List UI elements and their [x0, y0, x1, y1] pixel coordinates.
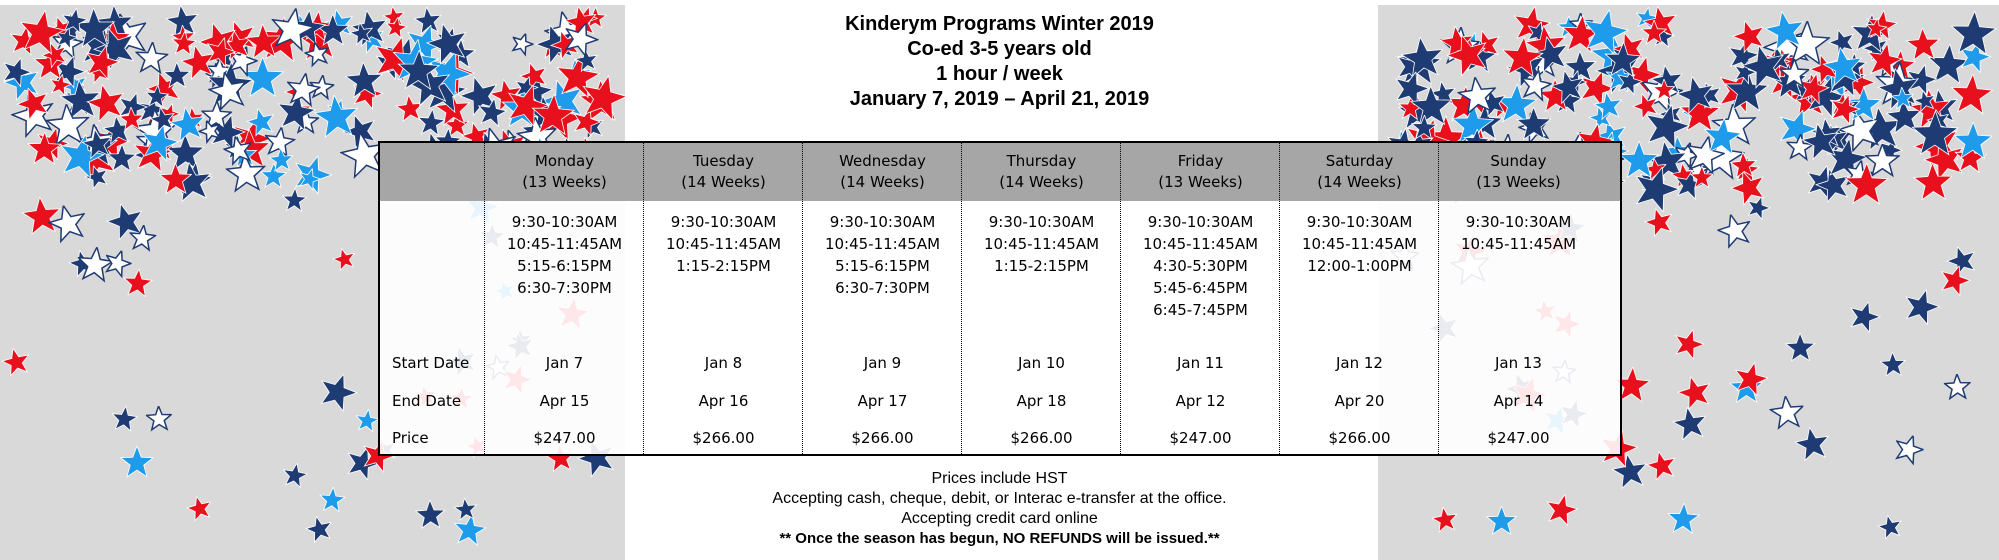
- time-slot: 9:30-10:30AM: [988, 213, 1095, 231]
- star-icon: [159, 163, 193, 197]
- program-age: Co-ed 3-5 years old: [907, 38, 1092, 60]
- price: $266.00: [851, 429, 914, 447]
- time-slot: 10:45-11:45AM: [665, 235, 782, 253]
- star-icon: [1879, 351, 1906, 378]
- day-name: Monday: [534, 152, 595, 170]
- start-date: Jan 10: [1018, 354, 1065, 372]
- price-label: Price: [392, 429, 429, 447]
- time-slot: 10:45-11:45AM: [1460, 235, 1577, 253]
- time-slot: 6:30-7:30PM: [517, 279, 612, 297]
- time-slot: 9:30-10:30AM: [1147, 213, 1254, 231]
- time-slot: 1:15-2:15PM: [994, 257, 1089, 275]
- time-slot: 10:45-11:45AM: [1142, 235, 1259, 253]
- star-icon: [1670, 405, 1710, 445]
- day-weeks: (13 Weeks): [1158, 173, 1243, 191]
- end-date: Apr 15: [539, 392, 590, 410]
- day-heading: [962, 151, 1121, 193]
- day-heading: [1121, 151, 1280, 193]
- start-date: Jan 12: [1336, 354, 1383, 372]
- start-date: Jan 13: [1495, 354, 1542, 372]
- day-weeks: (14 Weeks): [681, 173, 766, 191]
- star-icon: [1515, 107, 1551, 143]
- day-weeks: (14 Weeks): [840, 173, 925, 191]
- start-date-label: Start Date: [392, 354, 470, 372]
- end-date: Apr 14: [1493, 392, 1544, 410]
- time-slot: 9:30-10:30AM: [511, 213, 618, 231]
- time-slot: 5:45-6:45PM: [1153, 279, 1248, 297]
- end-date: Apr 18: [1016, 392, 1067, 410]
- time-slot: 10:45-11:45AM: [983, 235, 1100, 253]
- star-icon: [27, 131, 62, 166]
- row-label-column: [380, 143, 484, 454]
- day-column-sunday: [1438, 143, 1598, 454]
- footer-refund-note: ** Once the season has begun, NO REFUNDS will be issued.**: [779, 530, 1220, 547]
- day-name: Friday: [1177, 152, 1224, 170]
- time-slots: [1121, 211, 1280, 321]
- end-date: Apr 12: [1175, 392, 1226, 410]
- star-icon: [1690, 166, 1714, 190]
- day-weeks: (13 Weeks): [522, 173, 607, 191]
- time-slots: [803, 211, 962, 299]
- time-slot: 10:45-11:45AM: [1301, 235, 1418, 253]
- time-slots: [1439, 211, 1598, 255]
- day-name: Sunday: [1490, 152, 1547, 170]
- star-icon: [145, 406, 172, 433]
- day-column-saturday: [1279, 143, 1439, 454]
- star-icon: [1768, 395, 1806, 433]
- day-heading: [1280, 151, 1439, 193]
- price: $266.00: [692, 429, 755, 447]
- time-slots: [644, 211, 803, 277]
- program-header: [0, 12, 1999, 112]
- star-icon: [1911, 111, 1960, 160]
- day-column-wednesday: [802, 143, 962, 454]
- day-weeks: (14 Weeks): [1317, 173, 1402, 191]
- star-icon: [1844, 297, 1884, 337]
- star-icon: [1943, 374, 1971, 402]
- day-name: Wednesday: [839, 152, 926, 170]
- time-slot: 9:30-10:30AM: [1306, 213, 1413, 231]
- star-icon: [128, 224, 158, 254]
- footer-payment-note: Accepting cash, cheque, debit, or Interac e-transfer at the office.: [772, 490, 1227, 507]
- star-icon: [353, 408, 380, 435]
- footer-online-note: Accepting credit card online: [901, 510, 1098, 527]
- star-icon: [330, 245, 358, 273]
- start-date: Jan 8: [704, 354, 743, 372]
- star-icon: [1669, 325, 1708, 364]
- day-heading: [644, 151, 803, 193]
- time-slots: [485, 211, 644, 299]
- star-icon: [79, 127, 115, 163]
- time-slot: 6:30-7:30PM: [835, 279, 930, 297]
- star-icon: [1784, 333, 1815, 364]
- day-heading: [803, 151, 962, 193]
- day-name: Tuesday: [692, 152, 755, 170]
- star-icon: [416, 107, 447, 138]
- star-icon: [313, 368, 362, 417]
- day-heading: [1439, 151, 1598, 193]
- price: $247.00: [1169, 429, 1232, 447]
- time-slot: 10:45-11:45AM: [506, 235, 623, 253]
- day-weeks: (14 Weeks): [999, 173, 1084, 191]
- time-slots: [1280, 211, 1439, 277]
- end-date: Apr 16: [698, 392, 749, 410]
- end-date: Apr 17: [857, 392, 908, 410]
- program-dates: January 7, 2019 – April 21, 2019: [849, 88, 1150, 110]
- price: $247.00: [533, 429, 596, 447]
- star-icon: [1912, 162, 1954, 204]
- star-icon: [1792, 424, 1833, 465]
- start-date: Jan 11: [1177, 354, 1224, 372]
- time-slot: 1:15-2:15PM: [676, 257, 771, 275]
- star-icon: [0, 345, 33, 379]
- end-date: Apr 20: [1334, 392, 1385, 410]
- start-date: Jan 7: [545, 354, 584, 372]
- time-slot: 9:30-10:30AM: [1465, 213, 1572, 231]
- star-icon: [1890, 432, 1927, 469]
- footer-notes: [0, 469, 1999, 549]
- star-icon: [1843, 163, 1888, 208]
- program-duration: 1 hour / week: [936, 63, 1063, 85]
- day-column-thursday: [961, 143, 1121, 454]
- day-heading: [485, 151, 644, 193]
- day-name: Saturday: [1325, 152, 1394, 170]
- footer-hst-note: Prices include HST: [931, 470, 1068, 487]
- schedule-table: [378, 141, 1622, 456]
- price: $266.00: [1010, 429, 1073, 447]
- start-date: Jan 9: [863, 354, 902, 372]
- day-column-tuesday: [643, 143, 803, 454]
- day-column-monday: [484, 143, 644, 454]
- time-slot: 9:30-10:30AM: [829, 213, 936, 231]
- time-slot: 5:15-6:15PM: [835, 257, 930, 275]
- time-slot: 9:30-10:30AM: [670, 213, 777, 231]
- program-title: Kinderym Programs Winter 2019: [845, 13, 1154, 35]
- price: $247.00: [1487, 429, 1550, 447]
- star-icon: [281, 188, 307, 214]
- star-icon: [1799, 120, 1844, 165]
- end-date-label: End Date: [392, 392, 462, 410]
- time-slot: 5:15-6:15PM: [517, 257, 612, 275]
- day-column-friday: [1120, 143, 1280, 454]
- time-slot: 10:45-11:45AM: [824, 235, 941, 253]
- price: $266.00: [1328, 429, 1391, 447]
- star-icon: [269, 147, 295, 173]
- time-slots: [962, 211, 1121, 277]
- day-weeks: (13 Weeks): [1476, 173, 1561, 191]
- time-slot: 4:30-5:30PM: [1153, 257, 1248, 275]
- star-icon: [109, 404, 139, 434]
- day-name: Thursday: [1006, 152, 1077, 170]
- time-slot: 6:45-7:45PM: [1153, 301, 1248, 319]
- time-slot: 12:00-1:00PM: [1307, 257, 1412, 275]
- star-icon: [45, 201, 91, 247]
- star-icon: [1701, 116, 1744, 159]
